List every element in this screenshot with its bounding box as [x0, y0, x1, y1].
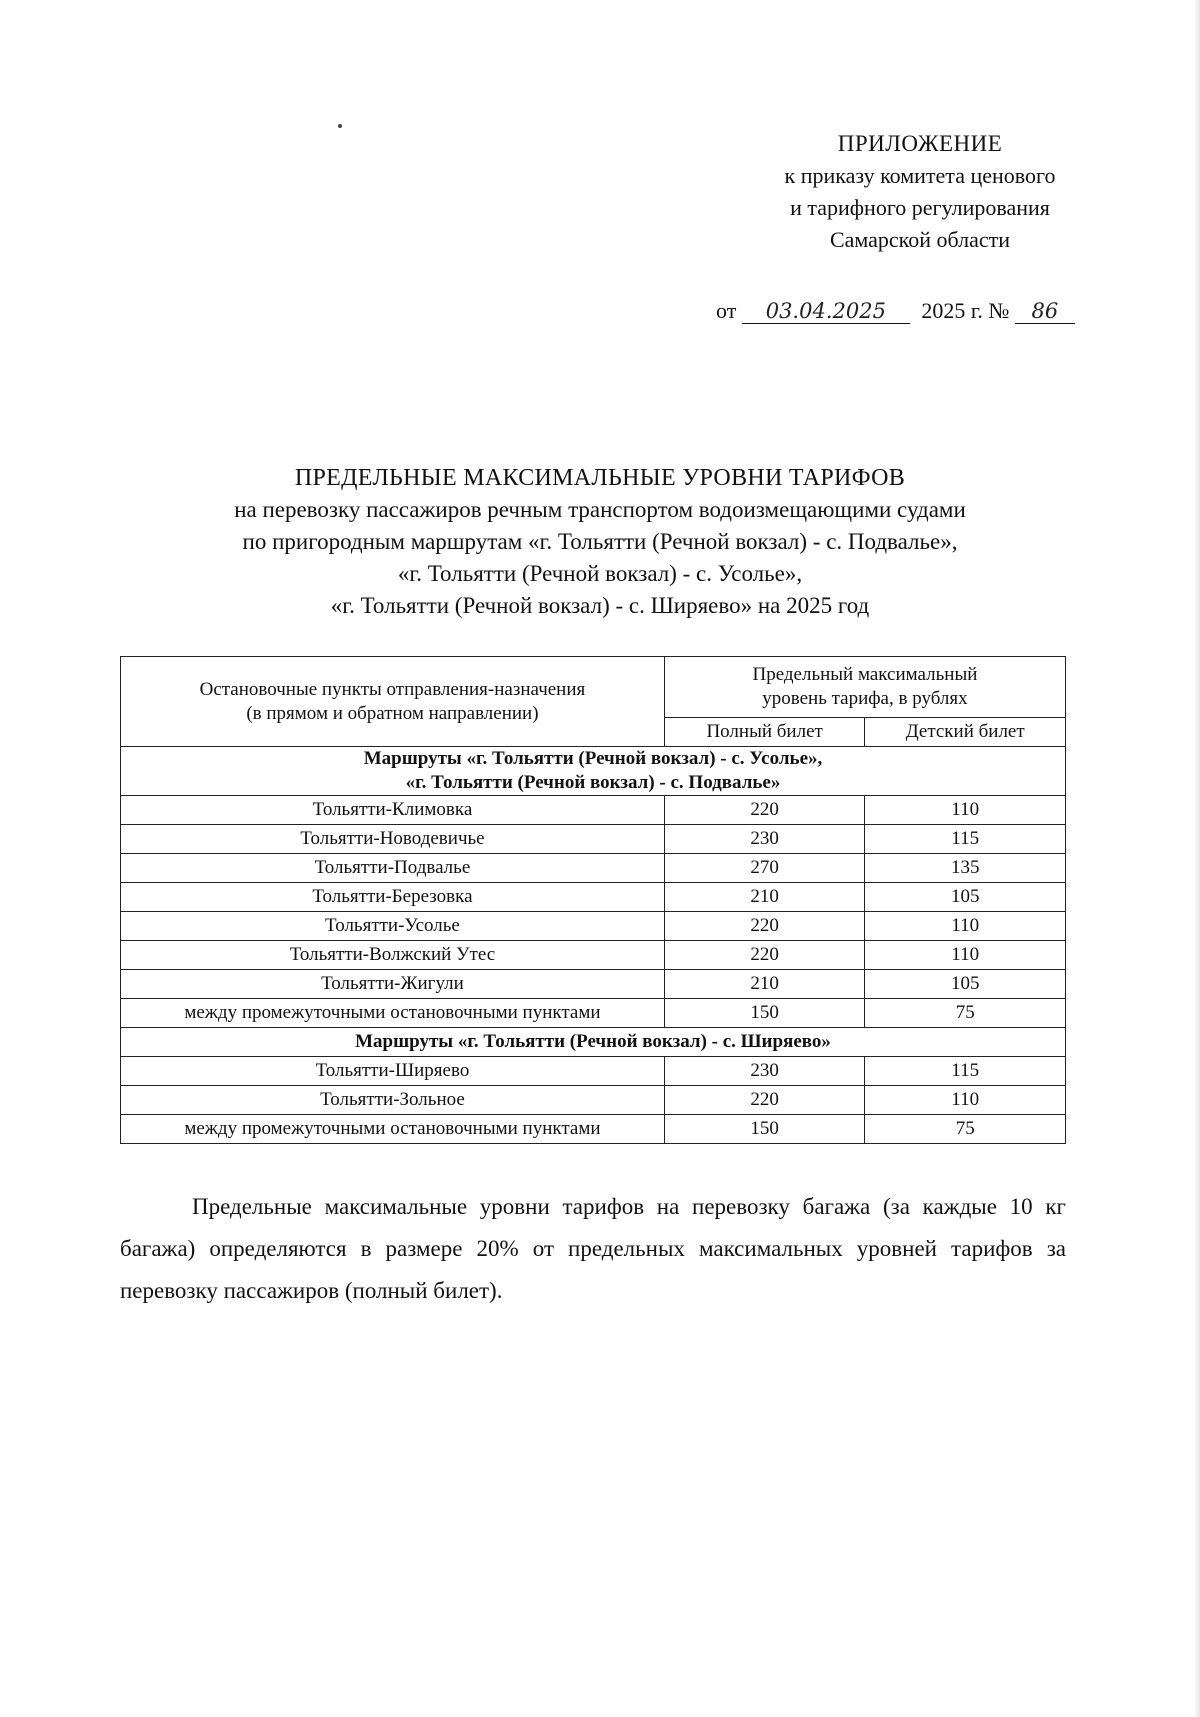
- child-price-cell: 135: [865, 854, 1066, 883]
- child-price-cell: 115: [865, 825, 1066, 854]
- header-stops-line-2: (в прямом и обратном направлении): [246, 702, 539, 724]
- full-price-cell: 230: [664, 1057, 864, 1086]
- child-price-cell: 110: [865, 941, 1066, 970]
- full-price-cell: 150: [664, 999, 864, 1028]
- table-row: [121, 970, 1066, 999]
- child-price-cell: 110: [865, 1086, 1066, 1115]
- section-1-title-line-2: «г. Тольятти (Речной вокзал) - с. Подвалье»: [405, 772, 781, 793]
- child-price-cell: 110: [865, 912, 1066, 941]
- table-row: [121, 941, 1066, 970]
- full-price-cell: 210: [664, 883, 864, 912]
- child-price-cell: 75: [865, 1115, 1066, 1144]
- table-row: [121, 1086, 1066, 1115]
- table-header-row: [121, 657, 1066, 718]
- handwritten-date: 03.04.2025: [742, 299, 910, 324]
- stop-cell: Тольятти-Зольное: [121, 1086, 665, 1115]
- stop-cell: Тольятти-Ширяево: [121, 1057, 665, 1086]
- full-price-cell: 210: [664, 970, 864, 999]
- handwritten-number: 86: [1015, 299, 1075, 324]
- header-tariff-line-2: уровень тарифа, в рублях: [762, 688, 968, 709]
- section-1-title-line-1: Маршруты «г. Тольятти (Речной вокзал) - с. Усолье»,: [363, 748, 823, 769]
- stop-cell: Тольятти-Новодевичье: [121, 825, 665, 854]
- section-1-title: [121, 747, 1066, 796]
- full-price-cell: 220: [664, 1086, 864, 1115]
- table-row: [121, 999, 1066, 1028]
- stop-cell: Тольятти-Березовка: [121, 883, 665, 912]
- appendix-title: ПРИЛОЖЕНИЕ: [837, 131, 1003, 156]
- child-price-cell: 75: [865, 999, 1066, 1028]
- appendix-line-1: к приказу комитета ценового: [784, 163, 1056, 188]
- table-row: [121, 1115, 1066, 1144]
- child-price-cell: 105: [865, 970, 1066, 999]
- full-price-cell: 220: [664, 796, 864, 825]
- child-price-cell: 105: [865, 883, 1066, 912]
- table-row: [121, 854, 1066, 883]
- stop-cell: Тольятти-Подвалье: [121, 854, 665, 883]
- table-row: [121, 912, 1066, 941]
- section-2-title-row: [121, 1028, 1066, 1057]
- table-row: [121, 883, 1066, 912]
- section-2-title: Маршруты «г. Тольятти (Речной вокзал) - с. Ширяево»: [121, 1028, 1066, 1057]
- heading-title: ПРЕДЕЛЬНЫЕ МАКСИМАЛЬНЫЕ УРОВНИ ТАРИФОВ: [294, 465, 906, 491]
- order-date-number: [716, 298, 1136, 324]
- full-price-cell: 220: [664, 912, 864, 941]
- scan-edge: [1194, 0, 1200, 1717]
- section-1-title-row: [121, 747, 1066, 796]
- appendix-block: [720, 128, 1120, 256]
- appendix-line-2: и тарифного регулирования: [790, 195, 1050, 220]
- table-row: [121, 825, 1066, 854]
- stop-cell: Тольятти-Жигули: [121, 970, 665, 999]
- child-price-cell: 110: [865, 796, 1066, 825]
- baggage-note: Предельные максимальные уровни тарифов на перевозку багажа (за каждые 10 кг багажа) определяются в размере 20% от предельных максимальных уровней тарифов за перевозку пассажиров (полный билет).: [120, 1194, 1066, 1303]
- heading-line-4: «г. Тольятти (Речной вокзал) - с. Ширяево» на 2025 год: [330, 593, 870, 618]
- header-child-ticket: Детский билет: [865, 718, 1066, 747]
- full-price-cell: 270: [664, 854, 864, 883]
- heading-line-1: на перевозку пассажиров речным транспортом водоизмещающими судами: [234, 497, 966, 522]
- child-price-cell: 115: [865, 1057, 1066, 1086]
- stop-cell: между промежуточными остановочными пунктами: [121, 999, 665, 1028]
- full-price-cell: 230: [664, 825, 864, 854]
- table-row: [121, 1057, 1066, 1086]
- heading-line-3: «г. Тольятти (Речной вокзал) - с. Усолье»,: [397, 561, 803, 586]
- header-tariff-line-1: Предельный максимальный: [752, 664, 978, 685]
- appendix-line-3: Самарской области: [829, 227, 1011, 252]
- from-label: от: [716, 298, 737, 323]
- full-price-cell: 150: [664, 1115, 864, 1144]
- stop-cell: Тольятти-Волжский Утес: [121, 941, 665, 970]
- header-full-ticket: Полный билет: [664, 718, 864, 747]
- heading-line-2: по пригородным маршрутам «г. Тольятти (Речной вокзал) - с. Подвалье»,: [242, 529, 958, 554]
- stop-cell: Тольятти-Климовка: [121, 796, 665, 825]
- table-row: [121, 796, 1066, 825]
- header-stops: [121, 657, 665, 747]
- header-stops-line-1: Остановочные пункты отправления-назначения: [199, 678, 586, 700]
- header-tariff: [664, 657, 1065, 718]
- stop-cell: Тольятти-Усолье: [121, 912, 665, 941]
- year-number-label: 2025 г. №: [921, 298, 1010, 323]
- full-price-cell: 220: [664, 941, 864, 970]
- document-heading: [120, 462, 1080, 622]
- stop-cell: между промежуточными остановочными пунктами: [121, 1115, 665, 1144]
- tariff-table: [120, 656, 1066, 1144]
- scan-speck: [338, 124, 342, 128]
